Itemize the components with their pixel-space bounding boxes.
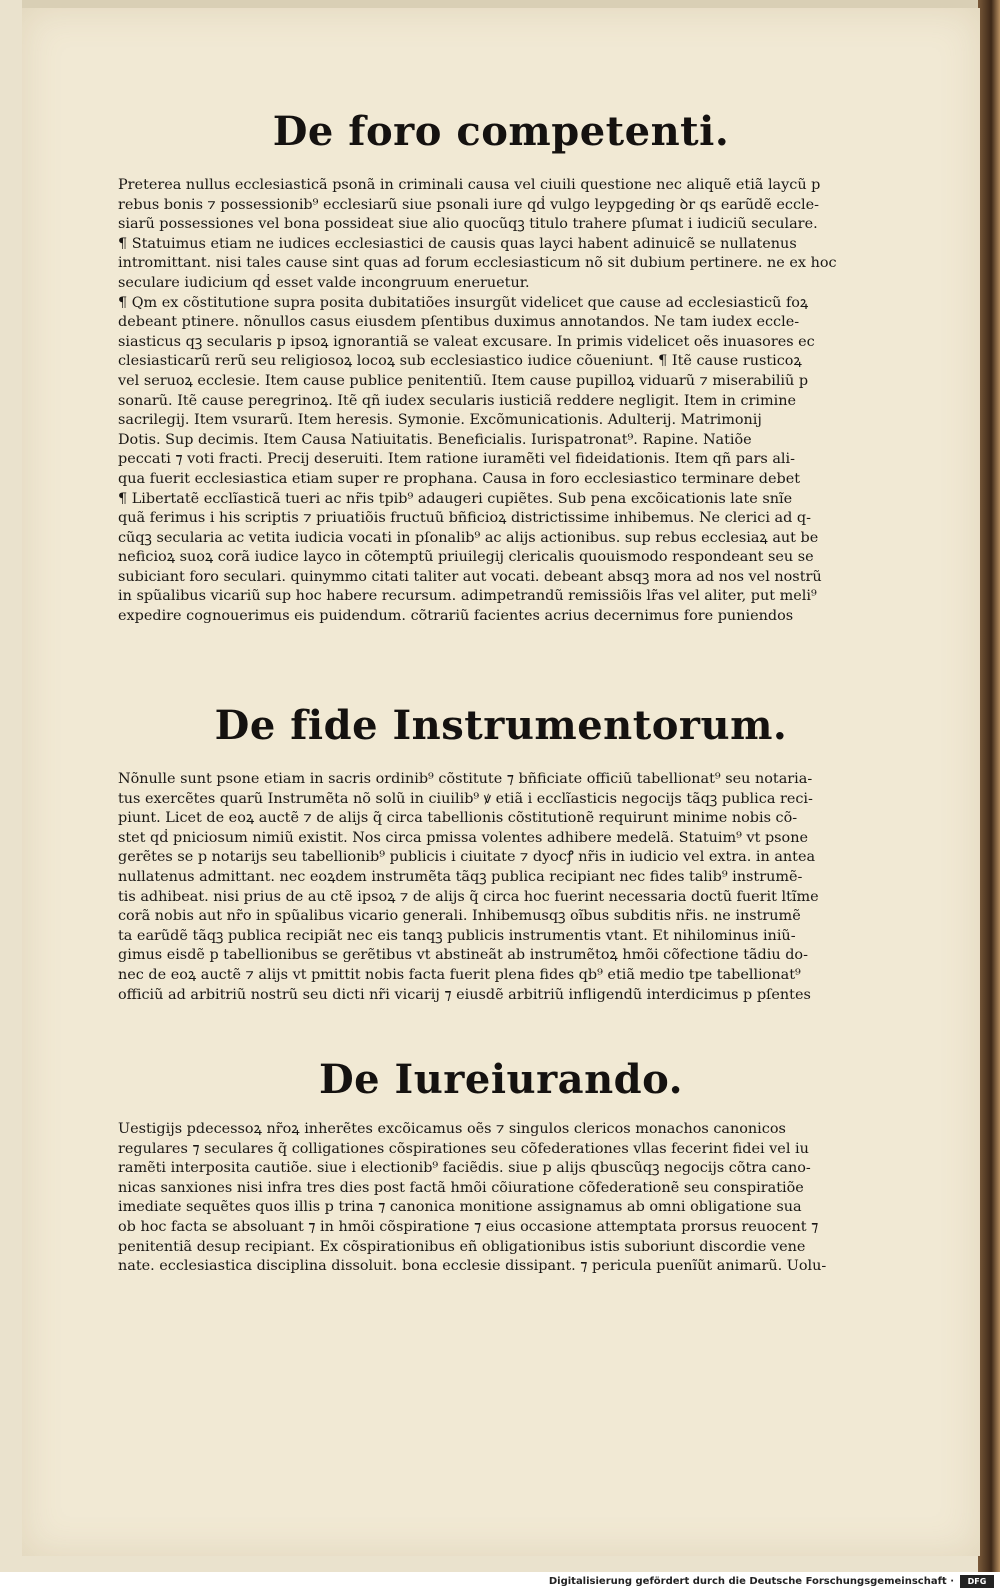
text-line: ¶ Statuimus etiam ne iudices ecclesiastici de causis quas layci habent adinuicẽ se nullatenus [118,235,797,252]
book-edge [978,0,1000,1572]
text-line: ramẽti interposita cautiõe. siue i electionib⁹ faciẽdis. siue p alijs qbuscũqꝫ negocijs cõtra cano- [118,1160,811,1177]
heading-de-foro-competenti: De foro competenti. [272,108,730,155]
text-line: in spũalibus vicariũ sup hoc habere recursum. adimpetrandũ remissiõis lr̃as vel aliter, put meli⁹ [118,588,817,605]
text-line: quã ferimus i his scriptis ⁊ priuatiõis fructuũ bñficioꝝ districtissime inhibemus. Ne clerici ad q- [118,510,811,527]
text-line: nate. ecclesiastica disciplina dissoluit. bona ecclesie dissipant. ⁊ pericula puenĩũt animarũ. Uolu- [118,1258,827,1275]
text-line: stet qḋ pniciosum nimiũ existit. Nos circa pmissa volentes adhibere medelã. Statuim⁹ vt psone [118,829,808,846]
text-line: debeant ptinere. nõnullos casus eiusdem pſentibus duximus annotandos. Ne tam iudex eccle- [118,314,800,331]
text-line: Nõnulle sunt psone etiam in sacris ordinib⁹ cõstitute ⁊ bñficiate officiũ tabellionat⁹ seu notaria- [118,771,813,787]
text-line: nec de eoꝝ auctẽ ⁊ alijs vt pmittit nobis facta fuerit plena fides qb⁹ etiã medio tpe tabellionat⁹ [118,966,801,983]
text-line: gimus eisdẽ p tabellionibus se gerẽtibus vt abstineãt ab instrumẽtoꝝ hmõi cõfectione tãdiu do- [118,947,808,964]
text-line: sacrilegij. Item vsurarũ. Item heresis. Symonie. Excõmunicationis. Adulterij. Matrimonij [118,412,762,429]
text-line: Uestigijs pdecessoꝝ nr̃oꝝ inherẽtes excõicamus oẽs ⁊ singulos clericos monachos canonicos [118,1121,786,1137]
text-line: siasticus qꝫ secularis p ipsoꝝ ignorantiã se valeat excusare. In primis videlicet oẽs inuasores ec [118,333,815,350]
text-line: seculare iudicium qḋ esset valde incongruum eneruetur. [118,274,530,291]
text-line: tus exercẽtes quarũ Instrumẽta nõ solũ in ciuilib⁹ ꝟ etiã i ecclĩasticis negocijs tãqꝫ publica reci- [118,790,813,807]
text-line: regulares ⁊ seculares q̃ colligationes cõspirationes seu cõfederationes vllas fecerint fidei vel iu [118,1140,809,1157]
text-line: imediate sequẽtes quos illis p trina ⁊ canonica monitione assignamus ab omni obligatione sua [118,1199,802,1216]
footer-credit: Digitalisierung gefördert durch die Deutsche Forschungsgemeinschaft · [548,1576,954,1587]
text-line: rebus bonis ⁊ possessionib⁹ ecclesiarũ siue psonali iure qḋ vulgo leypgeding ꝺr qs earũdẽ eccle- [118,196,820,213]
section-fide-instrumentorum [118,770,908,1005]
text-line: clesiasticarũ rerũ seu religiosoꝝ locoꝝ sub ecclesiastico iudice cõueniunt. ¶ Itẽ cause rusticoꝝ [118,353,802,370]
text-line: peccati ⁊ voti fracti. Precij deseruiti. Item ratione iuramẽti vel fideidationis. Item qñ pars ali- [118,451,795,468]
text-line: ¶ Libertatẽ ecclĩasticã tueri ac nr̃is tpib⁹ adaugeri cupiẽtes. Sub pena excõicationis late snĩe [118,490,793,507]
text-line: expedire cognouerimus eis puidendum. cõtrariũ facientes acrius decernimus fore puniendos [118,608,794,625]
text-line: nicas sanxiones nisi infra tres dies post factã hmõi cõiuratione cõfederationẽ seu conspiratiõe [118,1179,804,1196]
text-line: officiũ ad arbitriũ nostrũ seu dicti nr̃i vicarij ⁊ eiusdẽ arbitriũ infligendũ interdicimus p pſentes [118,986,811,1003]
text-line: tis adhibeat. nisi prius de au ctẽ ipsoꝝ ⁊ de alijs q̃ circa hoc fuerint necessaria doctũ fuerit ltĩme [118,888,819,905]
text-line: Preterea nullus ecclesiasticã psonã in criminali causa vel ciuili questione nec aliquẽ etiã laycũ p [118,177,821,193]
text-line: neficioꝝ suoꝝ corã iudice layco in cõtemptũ priuilegij clericalis quouismodo respondeant seu se [118,549,814,566]
text-line: vel seruoꝝ ecclesie. Item cause publice penitentiũ. Item cause pupilloꝝ viduarũ ⁊ miserabiliũ p [118,372,809,389]
text-line: intromittant. nisi tales cause sint quas ad forum ecclesiasticum nõ sit dubium pertinere. ne ex hoc [118,255,837,272]
heading-de-iureiurando: De Iureiurando. [318,1056,684,1103]
text-line: piunt. Licet de eoꝝ auctẽ ⁊ de alijs q̃ circa tabellionis cõstitutionẽ requirunt minime nobis cõ- [118,810,798,827]
text-line: qua fuerit ecclesiastica etiam super re prophana. Causa in foro ecclesiastico terminare debet [118,470,801,487]
text-line: ob hoc facta se absoluant ⁊ in hmõi cõspiratione ⁊ eius occasione attemptata prorsus reuocent ⁊ [118,1218,819,1235]
heading-de-fide-instrumentorum: De fide Instrumentorum. [214,702,788,749]
section-foro-competenti [118,176,908,627]
text-line: cũqꝫ secularia ac vetita iudicia vocati in pſonalib⁹ ac alijs actionibus. sup rebus ecclesiaꝝ aut be [118,529,819,546]
text-line: Dotis. Sup decimis. Item Causa Natiuitatis. Beneficialis. Iurispatronat⁹. Rapine. Natiõe [118,431,752,448]
document-page [22,8,980,1556]
text-line: ta earũdẽ tãqꝫ publica recipiãt nec eis tanqꝫ publicis instrumentis vtant. Et nihilominus iniũ- [118,927,796,944]
text-line: subiciant foro seculari. quinymmo citati taliter aut vocati. debeant absqꝫ mora ad nos vel nostrũ [118,568,822,585]
text-line: siarũ possessiones vel bona possideat siue alio quocũqꝫ titulo trahere pſumat i iudiciũ seculare. [118,216,818,233]
text-line: penitentiã desup recipiant. Ex cõspirationibus eñ obligationibus istis suboriunt discordie vene [118,1238,806,1255]
text-line: sonarũ. Itẽ cause peregrinoꝝ. Itẽ qñ iudex secularis iusticiã reddere negligit. Item in crimine [118,392,797,409]
text-line: ¶ Qm ex cõstitutione supra posita dubitatiões insurgũt videlicet que cause ad ecclesiasticũ foꝝ [118,294,809,311]
dfg-logo-icon: DFG [960,1575,994,1588]
text-line: corã nobis aut nr̃o in spũalibus vicario generali. Inhibemusqꝫ oĩbus subditis nr̃is. ne instrumẽ [118,908,801,925]
text-line: nullatenus admittant. nec eoꝝdem instrumẽta tãqꝫ publica recipiant nec fides talib⁹ instrumẽ- [118,868,803,885]
text-line: gerẽtes se p notarijs seu tabellionib⁹ publicis i ciuitate ⁊ dyocꝭ nr̃is in iudicio vel extra. in antea [118,849,816,866]
section-iureiurando [118,1120,908,1277]
